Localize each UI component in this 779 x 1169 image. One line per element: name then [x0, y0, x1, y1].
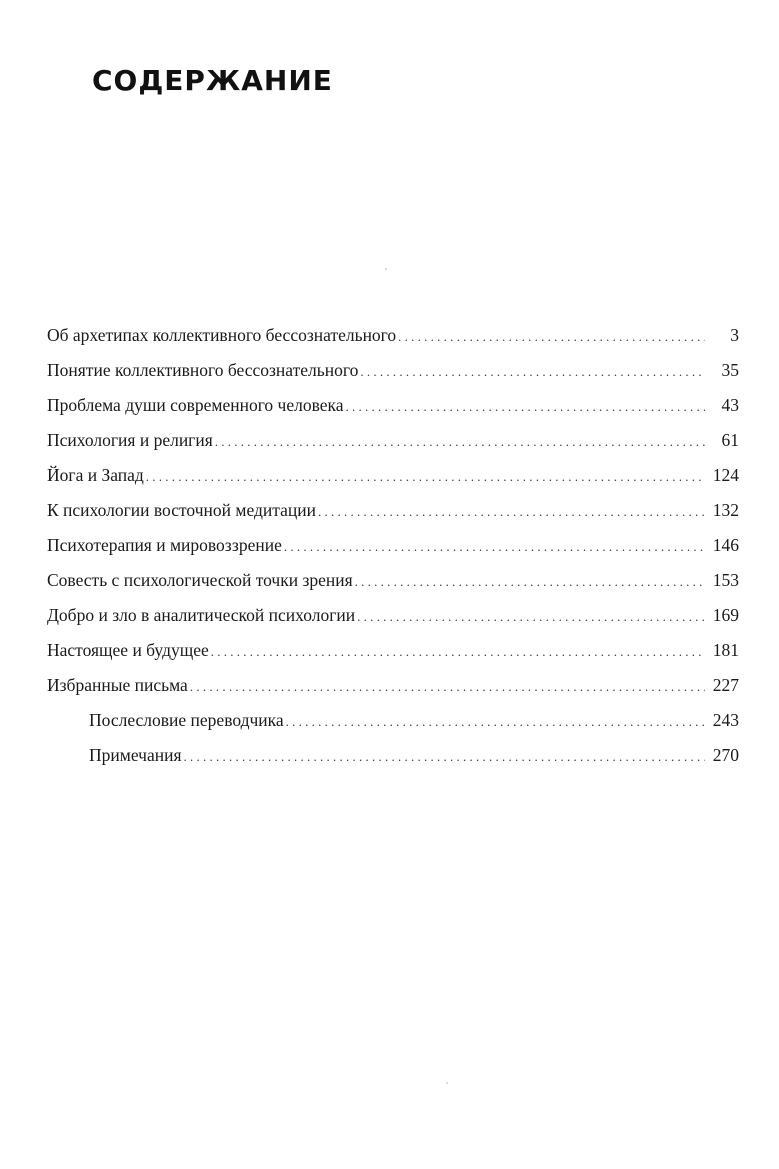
toc-entry-label: Понятие коллективного бессознательного: [47, 360, 359, 380]
toc-entry-label: Об архетипах коллективного бессознательного: [47, 325, 397, 345]
toc-entry-indented: [47, 738, 739, 773]
dot-leader: [211, 634, 705, 669]
toc-entry: [47, 668, 739, 703]
page-title: СОДЕРЖАНИЕ: [92, 64, 333, 97]
dot-leader: [284, 529, 705, 564]
toc-entry-indented: [47, 703, 739, 738]
toc-entry-page: 227: [712, 675, 739, 695]
toc-entry: [47, 423, 739, 458]
dot-leader: [346, 389, 705, 424]
toc-entry: [47, 388, 739, 423]
toc-entry-label: К психологии восточной медитации: [47, 500, 316, 520]
scan-speck: [385, 268, 387, 270]
dot-leader: [146, 459, 705, 494]
toc-entry: [47, 598, 739, 633]
dot-leader: [286, 704, 705, 739]
toc-entry-page: 181: [712, 640, 739, 660]
dot-leader: [398, 319, 705, 354]
toc-entry-page: 146: [712, 535, 739, 555]
toc-entry: [47, 493, 739, 528]
dot-leader: [215, 424, 705, 459]
toc-entry-page: 35: [721, 360, 739, 380]
dot-leader: [184, 739, 705, 774]
dot-leader: [190, 669, 705, 704]
toc-entry: [47, 458, 739, 493]
toc-entry-label: Примечания: [89, 745, 182, 765]
toc-entry: [47, 353, 739, 388]
dot-leader: [360, 354, 705, 389]
toc-entry-page: 124: [712, 465, 739, 485]
toc-entry: [47, 318, 739, 353]
toc-entry-label: Совесть с психологической точки зрения: [47, 570, 353, 590]
toc-entry-page: 169: [712, 605, 739, 625]
toc-entry-label: Послесловие переводчика: [89, 710, 284, 730]
toc-entry-page: 270: [712, 745, 739, 765]
toc-entry: [47, 563, 739, 598]
table-of-contents: [47, 318, 739, 773]
toc-entry-page: 243: [712, 710, 739, 730]
toc-entry-label: Психология и религия: [47, 430, 213, 450]
scan-speck: [446, 1082, 448, 1084]
dot-leader: [318, 494, 705, 529]
toc-entry-label: Добро и зло в аналитической психологии: [47, 605, 356, 625]
toc-entry-label: Проблема души современного человека: [47, 395, 344, 415]
toc-entry-page: 61: [721, 430, 739, 450]
toc-entry: [47, 633, 739, 668]
toc-entry-label: Психотерапия и мировоззрение: [47, 535, 282, 555]
toc-entry-page: 43: [721, 395, 739, 415]
toc-entry-label: Избранные письма: [47, 675, 188, 695]
toc-entry: [47, 528, 739, 563]
toc-entry-label: Йога и Запад: [47, 465, 144, 485]
toc-entry-label: Настоящее и будущее: [47, 640, 209, 660]
dot-leader: [355, 564, 705, 599]
dot-leader: [357, 599, 705, 634]
toc-entry-page: 132: [712, 500, 739, 520]
toc-entry-page: 153: [712, 570, 739, 590]
toc-entry-page: 3: [730, 325, 739, 345]
